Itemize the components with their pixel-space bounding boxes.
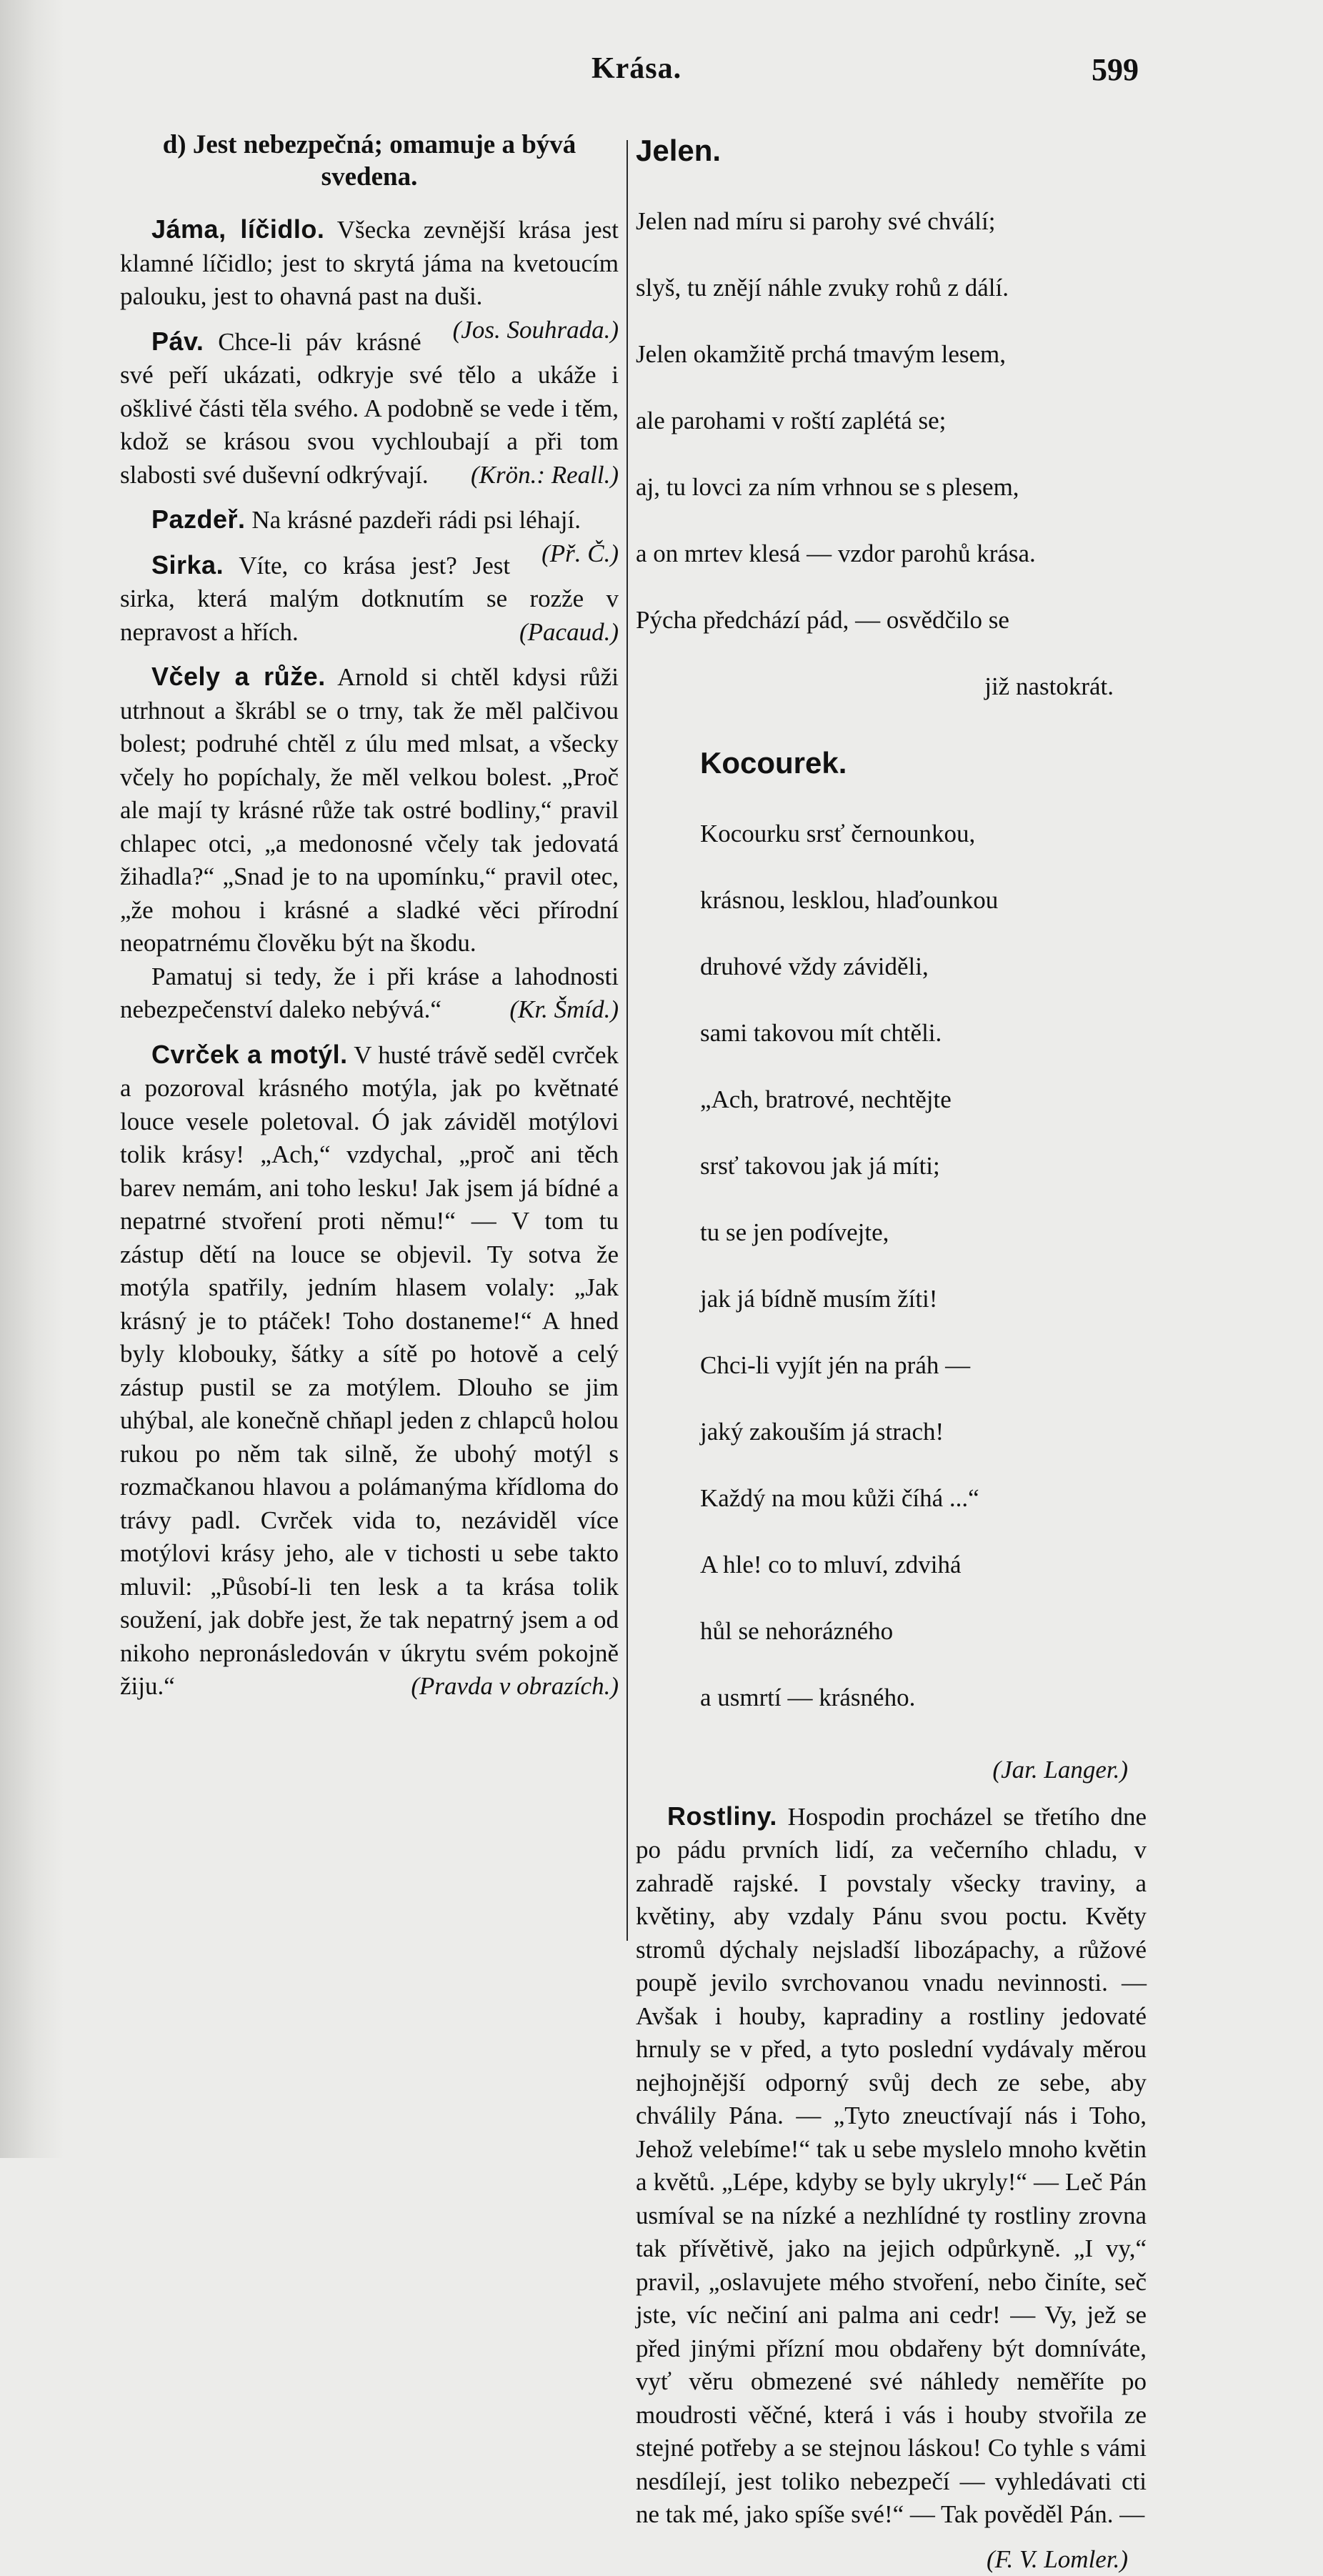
verse-line: aj, tu lovci za ním vrhnou se s plesem, bbox=[636, 471, 1147, 504]
entry-title: Jáma, líčidlo. bbox=[151, 214, 324, 244]
entry-text: Arnold si chtěl kdysi růži utrhnout a škrábl se o trny, tak že měl palčivou bolest; podruhé chtěl z úlu med mlsat, a všecky včely ho popíchaly, že měl velkou bolest. „Proč ale mají ty krásné růže tak ostré bodliny,“ pravil chlapec otci, „a medonosné včely tak jedovatá žihadla?“ „Snad je to na upomínku,“ pravil otec, „že mohou i krásné a sladké věci přírodní neopatrnému člověku být na škodu. bbox=[120, 663, 619, 957]
verse-line: Jelen okamžitě prchá tmavým lesem, bbox=[636, 338, 1147, 372]
entry-title: Rostliny. bbox=[667, 1801, 777, 1831]
page-gutter-shadow bbox=[0, 0, 64, 2158]
verse-line: Kocourku srsť černounkou, bbox=[700, 817, 1147, 851]
entry-source: (Krön.: Reall.) bbox=[439, 459, 619, 492]
verse-line: A hle! co to mluví, zdvihá bbox=[700, 1548, 1147, 1582]
verse-line: Pýcha předchází pád, — osvědčilo se bbox=[636, 604, 1147, 637]
verse-line: sami takovou mít chtěli. bbox=[700, 1017, 1147, 1050]
entry-text: Všecka zevnější krása jest klamné líčidlo; jest to skrytá jáma na kvetoucím palouku, jest to ohavná past na duši. bbox=[120, 216, 619, 310]
verse-line: již nastokrát. bbox=[636, 670, 1147, 704]
verse-line: Jelen nad míru si parohy své chválí; bbox=[636, 205, 1147, 239]
entry-title: Páv. bbox=[151, 327, 204, 356]
verse-line: hůl se nehorázného bbox=[700, 1615, 1147, 1648]
poem-title-kocourek: Kocourek. bbox=[700, 747, 1147, 780]
verse-line: srsť takovou jak já míti; bbox=[700, 1150, 1147, 1183]
verse-line: tu se jen podívejte, bbox=[700, 1216, 1147, 1250]
page-header bbox=[0, 51, 1323, 94]
verse-line: a on mrtev klesá — vzdor parohů krása. bbox=[636, 537, 1147, 571]
verse-line: krásnou, lesklou, hlaďounkou bbox=[700, 884, 1147, 917]
entry-source: (Pravda v obrazích.) bbox=[379, 1670, 619, 1704]
running-title: Krása. bbox=[591, 51, 682, 86]
entry-pazder bbox=[120, 503, 619, 537]
entry-text: V husté trávě seděl cvrček a pozoroval krásného motýla, jak po květnaté louce vesele poletoval. Ó jak záviděl motýlovi tolik krásy! „Ach,“ vzdychal, „proč ani těch barev nemám, ani toho lesku! Jak jsem já bídné a nepatrné stvoření proti němu!“ — V tom tu zástup dětí na louce se objevil. Ty sotva že motýla spatřily, jedním hlasem volaly: „Jak krásný je to ptáček! Toho dostaneme!“ A hned byly klobouky, šátky a sítě po hotově a celý zástup pustil se za motýlem. Dlouho se jim uhýbal, ale konečně chňapl jeden z chlapců holou rukou po něm tak silně, že ubohý motýl s rozmačkanou hlavou a polámanýma křídloma do trávy padl. Cvrček vida to, nezáviděl více motýlovi krásy jeho, ale v tichosti u sebe takto mluvil: „Působí-li ten lesk a ta krása tolik soužení, jak dobře jest, že tak nepatrný jsem a od nikoho nepronásledován v úkrytu svém pokojně žiju.“ bbox=[120, 1041, 619, 1701]
entry-title: Sirka. bbox=[151, 550, 224, 580]
poem-title-jelen: Jelen. bbox=[636, 134, 1147, 168]
poem-kocourek bbox=[700, 785, 1147, 1749]
entry-vcely-a-ruze-cont bbox=[120, 960, 619, 1027]
column-divider bbox=[626, 140, 628, 1941]
right-column bbox=[636, 129, 1147, 2576]
entry-title: Cvrček a motýl. bbox=[151, 1040, 348, 1069]
entry-source: (Pacaud.) bbox=[488, 616, 619, 650]
verse-line: jak já bídně musím žíti! bbox=[700, 1283, 1147, 1316]
entry-title: Pazdeř. bbox=[151, 504, 246, 534]
verse-line: „Ach, bratrové, nechtějte bbox=[700, 1083, 1147, 1117]
entry-text: Chce-li páv krásné své peří ukázati, odkryje své tělo a ukáže i ošklivé části těla svého. A podobně se vede i těm, kdož se krásou svou vychloubají a při tom slabosti své duševní odkrývají. bbox=[120, 328, 619, 489]
entry-title: Včely a růže. bbox=[151, 662, 326, 691]
poem-source: (Jar. Langer.) bbox=[636, 1754, 1147, 1787]
verse-line: slyš, tu znějí náhle zvuky rohů z dálí. bbox=[636, 272, 1147, 305]
entry-cvrcek-a-motyl bbox=[120, 1038, 619, 1704]
entry-source: (Př. Č.) bbox=[510, 537, 619, 571]
entry-source: (F. V. Lomler.) bbox=[636, 2543, 1147, 2576]
verse-line: Každý na mou kůži číhá ...“ bbox=[700, 1482, 1147, 1516]
entry-source: (Kr. Šmíd.) bbox=[478, 993, 619, 1027]
verse-line: druhové vždy záviděli, bbox=[700, 950, 1147, 984]
entry-rostliny bbox=[636, 1800, 1147, 2532]
entry-text: Víte, co krása jest? Jest sirka, která malým dotknutím se rozže v nepravost a hřích. bbox=[120, 552, 619, 646]
verse-line: a usmrtí — krásného. bbox=[700, 1681, 1147, 1715]
poem-jelen bbox=[636, 172, 1147, 737]
verse-line: jaký zakouším já strach! bbox=[700, 1416, 1147, 1449]
verse-line: Chci-li vyjít jén na práh — bbox=[700, 1349, 1147, 1383]
left-column bbox=[120, 129, 619, 1715]
entry-source: (Jos. Souhrada.) bbox=[421, 314, 619, 347]
verse-line: ale parohami v roští zaplétá se; bbox=[636, 404, 1147, 438]
section-heading: d) Jest nebezpečná; omamuje a bývá svedena. bbox=[120, 129, 619, 193]
entry-text: Na krásné pazdeři rádi psi léhají. bbox=[251, 506, 581, 534]
entry-jama bbox=[120, 213, 619, 314]
page-number: 599 bbox=[1092, 51, 1139, 88]
entry-vcely-a-ruze bbox=[120, 660, 619, 960]
entry-text: Hospodin procházel se třetího dne po pádu prvních lidí, za večerního chladu, v zahradě rajské. I povstaly všecky traviny, a květiny, aby vzdaly Pánu svou poctu. Květy stromů dýchaly nejsladší libozápachy, a růžové poupě jevilo svrchovanou vnadu nevinnosti. — Avšak i houby, kapradiny a rostliny jedovaté hrnuly se v před, a tyto poslední vydávaly měrou nejhojnější odporný svůj dech ze sebe, aby chválily Pána. — „Tyto zneuctívají nás i Toho, Jehož velebíme!“ tak u sebe myslelo mnoho květin a květů. „Lépe, kdyby se byly ukryly!“ — Leč Pán usmíval se na nízké a nezhlídné ty rostliny zrovna tak přívětivě, jako na jejich odpůrkyně. „I vy,“ pravil, „oslavujete mého stvoření, nebo činíte, seč jste, víc nečiní ani palma ani cedr! — Vy, jež se před jinými přízní mou obdařeny být domníváte, vyť věru obmezené své náhledy neměříte po moudrosti věčné, která i vás i houby stvořila ze stejné potřeby a se stejnou láskou! Co tyhle s vámi nesdílejí, jest toliko nebezpečí — vyhledávati cti ne tak mé, jako spíše své!“ — Tak pověděl Pán. — bbox=[636, 1803, 1147, 2529]
entry-pav bbox=[120, 325, 619, 492]
entry-text-continued: Pamatuj si tedy, že i při kráse a lahodnosti nebezpečenství daleko nebývá.“ bbox=[120, 963, 619, 1024]
